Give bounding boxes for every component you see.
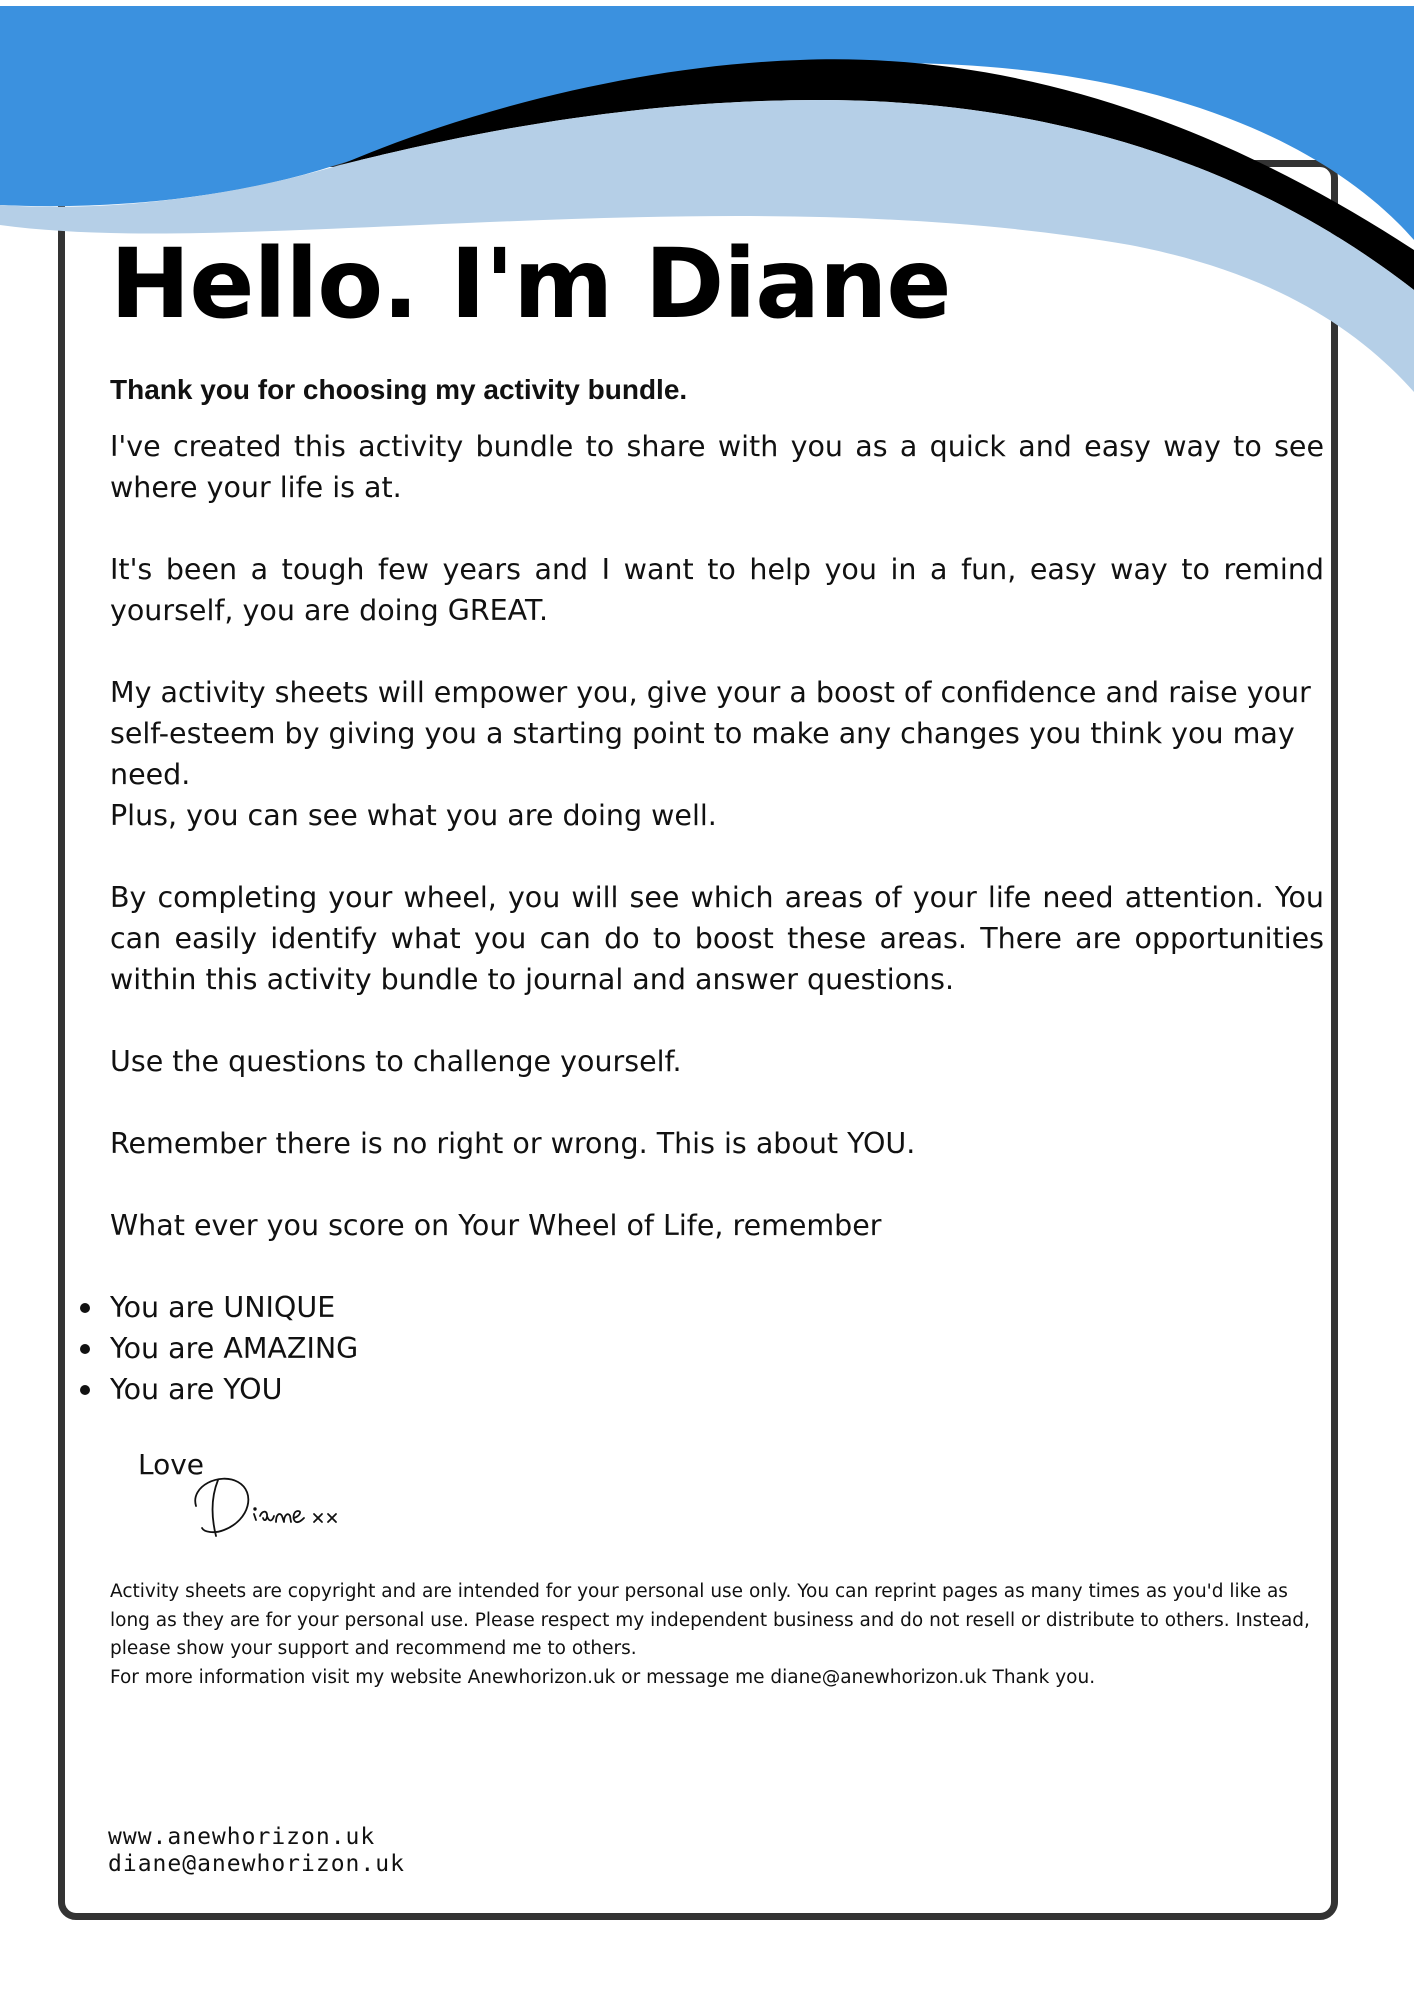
paragraph-intro: I've created this activity bundle to share with you as a quick and easy way to see where your life is at. [110,430,1324,504]
paragraph-tough-years: It's been a tough few years and I want to help you in a fun, easy way to remind yourself, you are doing GREAT. [110,553,1324,627]
paragraph-doing-well: Plus, you can see what you are doing well. [110,799,717,832]
copyright-text: Activity sheets are copyright and are intended for your personal use only. You can reprint pages as many times as you'd like as long as they are for your personal use. Please respect my independent business and do not resell or distribute to others. Instead, please show your support and recommend me to others. [110,1581,1310,1659]
affirmation-list [110,1287,1324,1410]
handwritten-signature [190,1470,350,1540]
email-link[interactable]: diane@anewhorizon.uk [108,1851,405,1877]
contact-details [108,1824,405,1878]
list-item: You are AMAZING [110,1328,1324,1369]
list-item: You are YOU [110,1369,1324,1410]
white-margin-strip [0,0,1414,6]
more-info-text: For more information visit my website Anewhorizon.uk or message me diane@anewhorizon.uk Thank you. [110,1666,1096,1688]
paragraph-empower: My activity sheets will empower you, give your a boost of confidence and raise your self-esteem by giving you a starting point to make any changes you think you may need. [110,676,1311,791]
list-item: You are UNIQUE [110,1287,1324,1328]
website-link[interactable]: www.anewhorizon.uk [108,1824,376,1850]
signoff-love: Love [138,1448,205,1481]
paragraph-wheel: By completing your wheel, you will see which areas of your life need attention. You can easily identify what you can do to boost these areas. There are opportunities within this activity bundle to journal and answer questions. [110,881,1324,996]
paragraph-no-right-wrong: Remember there is no right or wrong. This is about YOU. [110,1127,916,1160]
page-title: Hello. I'm Diane [110,228,951,340]
page-subtitle: Thank you for choosing my activity bundle. [110,374,688,405]
copyright-notice [110,1578,1324,1692]
header-wave-decoration [0,0,1414,400]
letter-body [110,426,1324,1410]
paragraph-questions: Use the questions to challenge yourself. [110,1045,682,1078]
paragraph-remember: What ever you score on Your Wheel of Life, remember [110,1209,882,1242]
